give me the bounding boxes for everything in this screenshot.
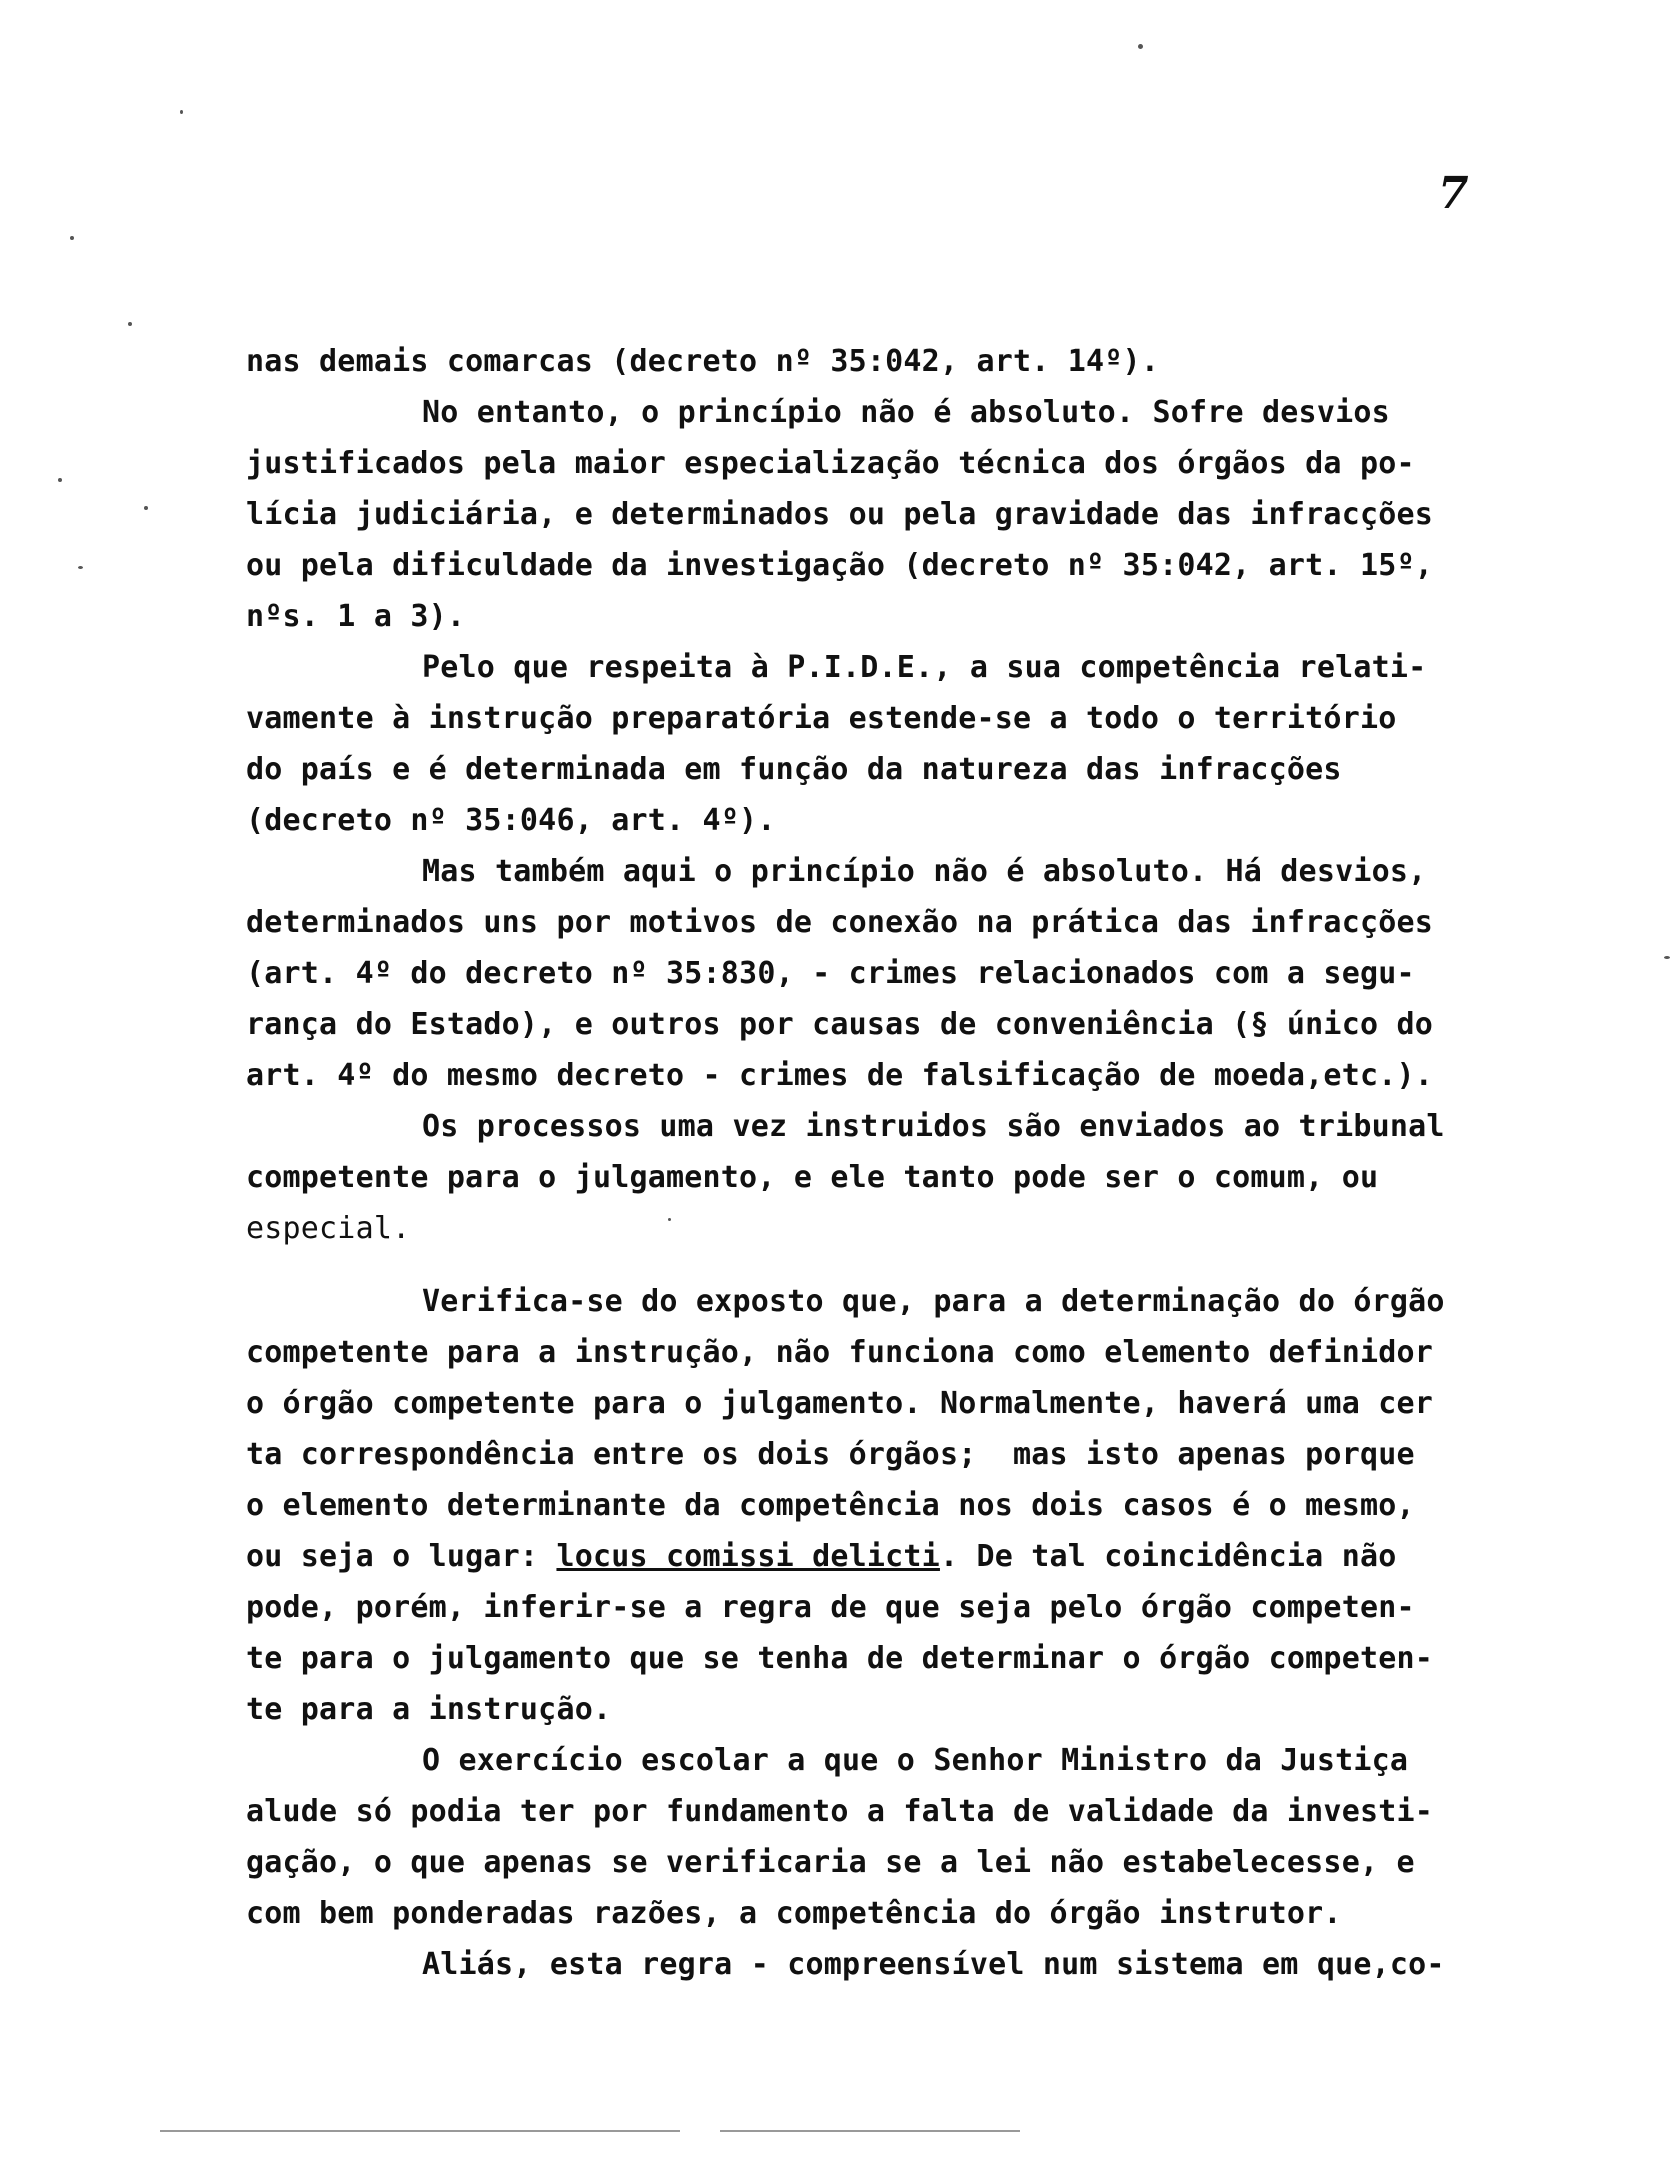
text-fragment: ou seja o lugar: (246, 1539, 539, 1574)
text-line: (decreto nº 35:046, art. 4º). (246, 803, 776, 838)
text-line: do país e é determinada em função da natureza das infracções (246, 752, 1342, 787)
text-line: art. 4º do mesmo decreto - crimes de falsificação de moeda,etc.). (246, 1058, 1433, 1093)
text-line: determinados uns por motivos de conexão na prática das infracções (246, 905, 1433, 940)
paragraph-start-line: O exercício escolar a que o Senhor Ministro da Justiça (422, 1743, 1409, 1778)
scan-speck (70, 236, 74, 240)
scan-edge-rule (160, 2130, 680, 2132)
scan-speck (1664, 956, 1670, 959)
text-line: te para a instrução. (246, 1692, 612, 1727)
scan-speck (668, 1218, 671, 1221)
page-number: 7 (1438, 168, 1469, 219)
paragraph-start-line: No entanto, o princípio não é absoluto. Sofre desvios (422, 395, 1390, 430)
text-line: nas demais comarcas (decreto nº 35:042, art. 14º). (246, 344, 1160, 379)
text-line: lícia judiciária, e determinados ou pela gravidade das infracções (246, 497, 1433, 532)
text-line: competente para o julgamento, e ele tanto pode ser o comum, ou (246, 1160, 1379, 1195)
paragraph-gap (246, 1254, 1536, 1276)
scan-edge-rule (720, 2130, 1020, 2132)
text-line: justificados pela maior especialização técnica dos órgãos da po- (246, 446, 1415, 481)
text-line: te para o julgamento que se tenha de determinar o órgão competen- (246, 1641, 1433, 1676)
text-line: o órgão competente para o julgamento. Normalmente, haverá uma cer (246, 1386, 1433, 1421)
text-fragment: . De tal coincidência não (939, 1539, 1397, 1574)
scan-speck (58, 478, 62, 482)
text-line: ou pela dificuldade da investigação (decreto nº 35:042, art. 15º, (246, 548, 1433, 583)
scan-speck (1138, 44, 1143, 49)
paragraph-start-line: Pelo que respeita à P.I.D.E., a sua competência relati- (422, 650, 1427, 685)
paragraph-start-line: Verifica-se do exposto que, para a determinação do órgão (422, 1284, 1445, 1319)
text-line: gação, o que apenas se verificaria se a lei não estabelecesse, e (246, 1845, 1415, 1880)
text-line: o elemento determinante da competência nos dois casos é o mesmo, (246, 1488, 1415, 1523)
text-line: com bem ponderadas razões, a competência do órgão instrutor. (246, 1896, 1342, 1931)
text-line: competente para a instrução, não funciona como elemento definidor (246, 1335, 1433, 1370)
scan-speck (128, 322, 132, 326)
latin-phrase: locus comissi delicti (556, 1539, 940, 1574)
scan-speck (180, 110, 183, 114)
text-line: especial. (246, 1211, 411, 1246)
document-body (246, 336, 1536, 1990)
scan-speck (144, 506, 148, 510)
text-line: nºs. 1 a 3). (246, 599, 466, 634)
text-line: pode, porém, inferir-se a regra de que seja pelo órgão competen- (246, 1590, 1415, 1625)
paragraph-start-line: Aliás, esta regra - compreensível num sistema em que,co- (422, 1947, 1445, 1982)
paragraph-start-line: Mas também aqui o princípio não é absoluto. Há desvios, (422, 854, 1427, 889)
text-line: rança do Estado), e outros por causas de conveniência (§ único do (246, 1007, 1433, 1042)
text-line: alude só podia ter por fundamento a falta de validade da investi- (246, 1794, 1433, 1829)
paragraph-start-line: Os processos uma vez instruidos são enviados ao tribunal (422, 1109, 1445, 1144)
text-line: vamente à instrução preparatória estende-se a todo o território (246, 701, 1397, 736)
text-line (246, 1531, 1536, 1582)
text-line: ta correspondência entre os dois órgãos; mas isto apenas porque (246, 1437, 1415, 1472)
scan-speck (78, 566, 83, 569)
text-line: (art. 4º do decreto nº 35:830, - crimes relacionados com a segu- (246, 956, 1415, 991)
